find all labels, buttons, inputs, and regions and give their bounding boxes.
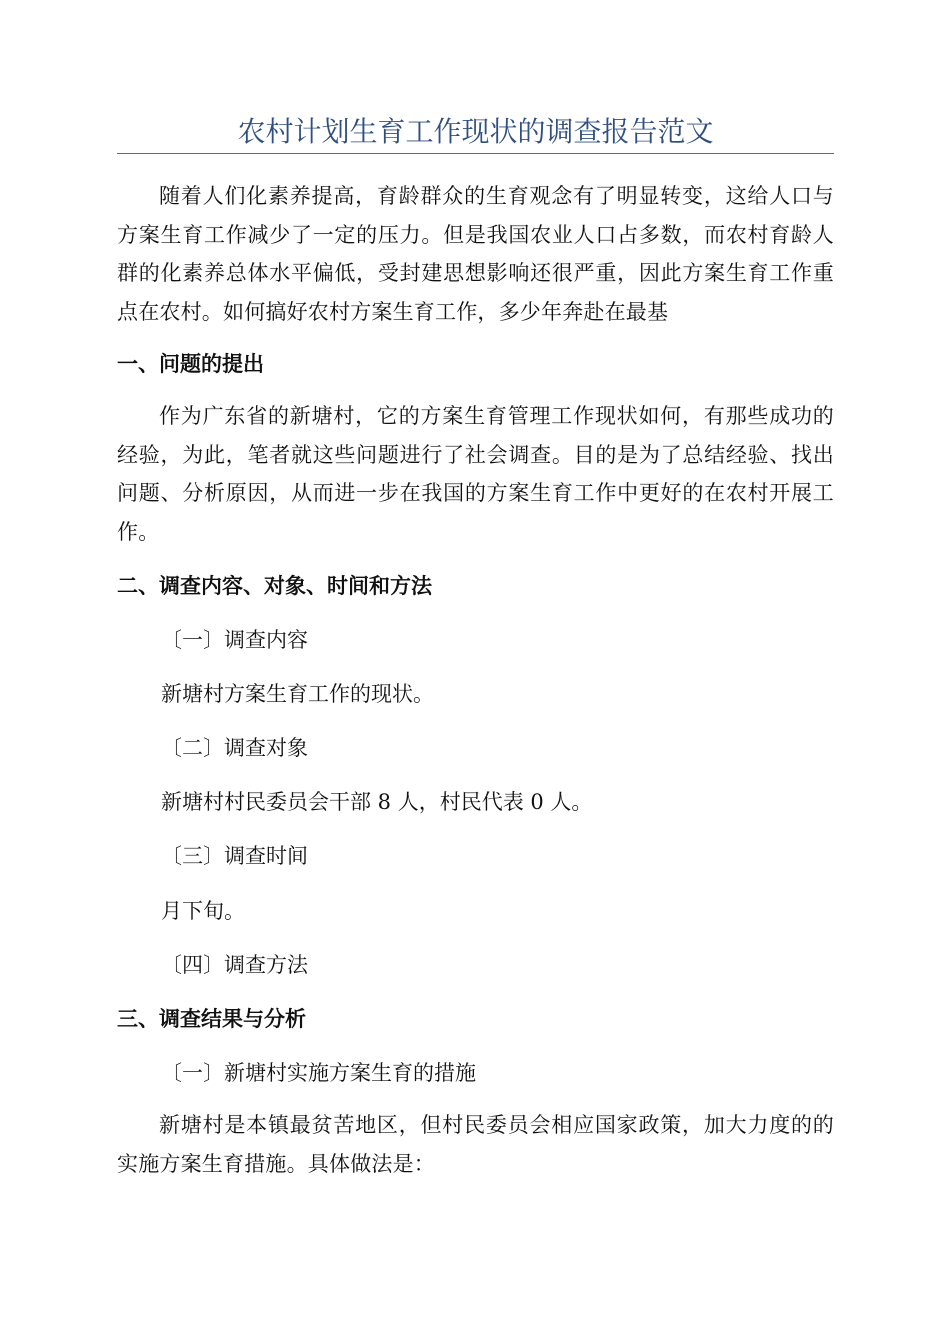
section-2-sub2-body: 新塘村村民委员会干部 8 人，村民代表 0 人。: [161, 790, 593, 814]
document-title: 农村计划生育工作现状的调查报告范文: [237, 115, 714, 148]
section-3-sub1-title: 〔一〕新塘村实施方案生育的措施: [161, 1061, 476, 1085]
section-2-sub2-title: 〔二〕调查对象: [161, 736, 308, 760]
section-2-sub1-title: 〔一〕调查内容: [161, 628, 308, 652]
section-2-sub1-body: 新塘村方案生育工作的现状。: [161, 682, 434, 706]
section-2-sub3-title: 〔三〕调查时间: [161, 844, 308, 868]
section-3-paragraph: 新塘村是本镇最贫苦地区，但村民委员会相应国家政策，加大力度的的实施方案生育措施。具体做法是：: [117, 1113, 834, 1176]
section-3-heading: 三、调查结果与分析: [117, 1007, 306, 1031]
section-1-heading: 一、问题的提出: [117, 352, 264, 376]
section-1-paragraph: 作为广东省的新塘村，它的方案生育管理工作现状如何，有那些成功的经验，为此，笔者就这些问题进行了社会调查。目的是为了总结经验、找出问题、分析原因，从而进一步在我国的方案生育工作中更好的在农村开展工作。: [117, 404, 834, 544]
section-2-heading: 二、调查内容、对象、时间和方法: [117, 574, 432, 598]
intro-paragraph: 随着人们化素养提高，育龄群众的生育观念有了明显转变，这给人口与方案生育工作减少了一定的压力。但是我国农业人口占多数，而农村育龄人群的化素养总体水平偏低，受封建思想影响还很严重，因此方案生育工作重点在农村。如何搞好农村方案生育工作，多少年奔赴在最基: [117, 184, 834, 324]
section-2-sub3-body: 月下旬。: [161, 899, 245, 923]
title-underline: [117, 153, 834, 154]
section-2-sub4-title: 〔四〕调查方法: [161, 953, 308, 977]
